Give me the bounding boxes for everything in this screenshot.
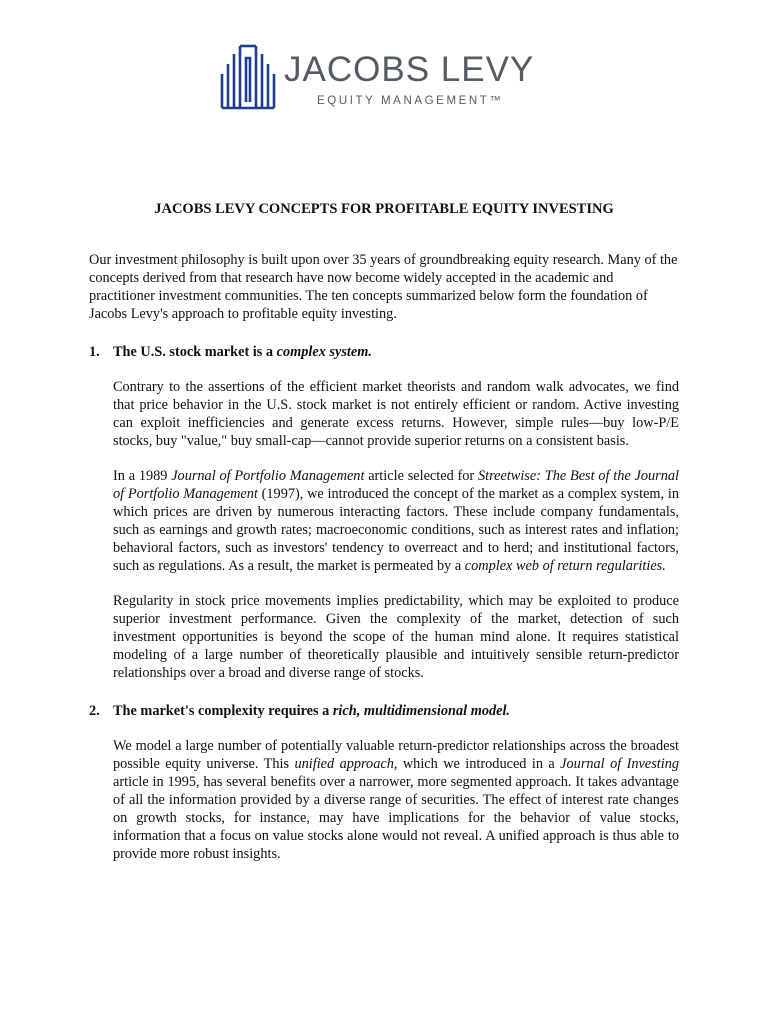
concept-2-body <box>113 737 679 863</box>
logo-tagline: EQUITY MANAGEMENT™ <box>317 95 504 107</box>
concept-2-paragraph-1: We model a large number of potentially valuable return-predictor relationships across the broadest possible equity universe. This unified approach, which we introduced in a Journal of Investing article in 1995, has several benefits over a narrower, more segmented approach. It takes advantage of all the information provided by a diverse range of securities. The effect of interest rate changes on growth stocks, for instance, may have implications for the behavior of value stocks, information that a focus on value stocks alone would not reveal. A unified approach is thus able to provide more robust insights. <box>113 738 680 862</box>
concept-1-paragraph-1: Contrary to the assertions of the efficient market theorists and random walk advocates, we find that price behavior in the U.S. stock market is not entirely efficient or random. Active investing can exploit inefficiencies and generate excess returns. However, simple rules—buy low-P/E stocks, buy "value," buy small-cap—cannot provide superior returns on a consistent basis. <box>113 379 679 449</box>
concept-1-title: The U.S. stock market is a complex system. <box>113 344 372 360</box>
document-title: JACOBS LEVY CONCEPTS FOR PROFITABLE EQUITY INVESTING <box>154 201 614 217</box>
building-columns-icon <box>220 44 276 110</box>
concept-2-heading <box>89 702 679 720</box>
concept-2-number: 2. <box>89 703 100 719</box>
intro-paragraph: Our investment philosophy is built upon over 35 years of groundbreaking equity research. Many of the concepts derived from that research have now become widely accepted in the academic and practitioner investment communities. The ten concepts summarized below form the foundation of Jacobs Levy's approach to profitable equity investing. <box>89 252 678 322</box>
concept-1-number: 1. <box>89 344 100 360</box>
concept-1-paragraph-3: Regularity in stock price movements implies predictability, which may be exploited to produce superior investment performance. Given the complexity of the market, detection of such investment opportunities is beyond the scope of the human mind alone. It requires statistical modeling of a large number of theoretically plausible and intuitively sensible return-predictor relationships over a broad and diverse range of stocks. <box>113 593 679 681</box>
document-body <box>89 251 679 863</box>
concept-1-heading <box>89 343 679 361</box>
concept-2-title: The market's complexity requires a rich, multidimensional model. <box>113 703 511 719</box>
logo-name: JACOBS LEVY <box>284 50 535 89</box>
concept-1-paragraph-2: In a 1989 Journal of Portfolio Management article selected for Streetwise: The Best of the Journal of Portfolio Management (1997), we introduced the concept of the market as a complex system, in which prices are driven by numerous interacting factors. These include company fundamentals, such as earnings and growth rates; macroeconomic conditions, such as interest rates and inflation; behavioral factors, such as investors' tendency to overreact and to herd; and institutional factors, such as regulations. As a result, the market is permeated by a complex web of return regularities. <box>113 468 679 574</box>
company-logo <box>220 44 550 112</box>
concept-1-body <box>113 378 679 682</box>
